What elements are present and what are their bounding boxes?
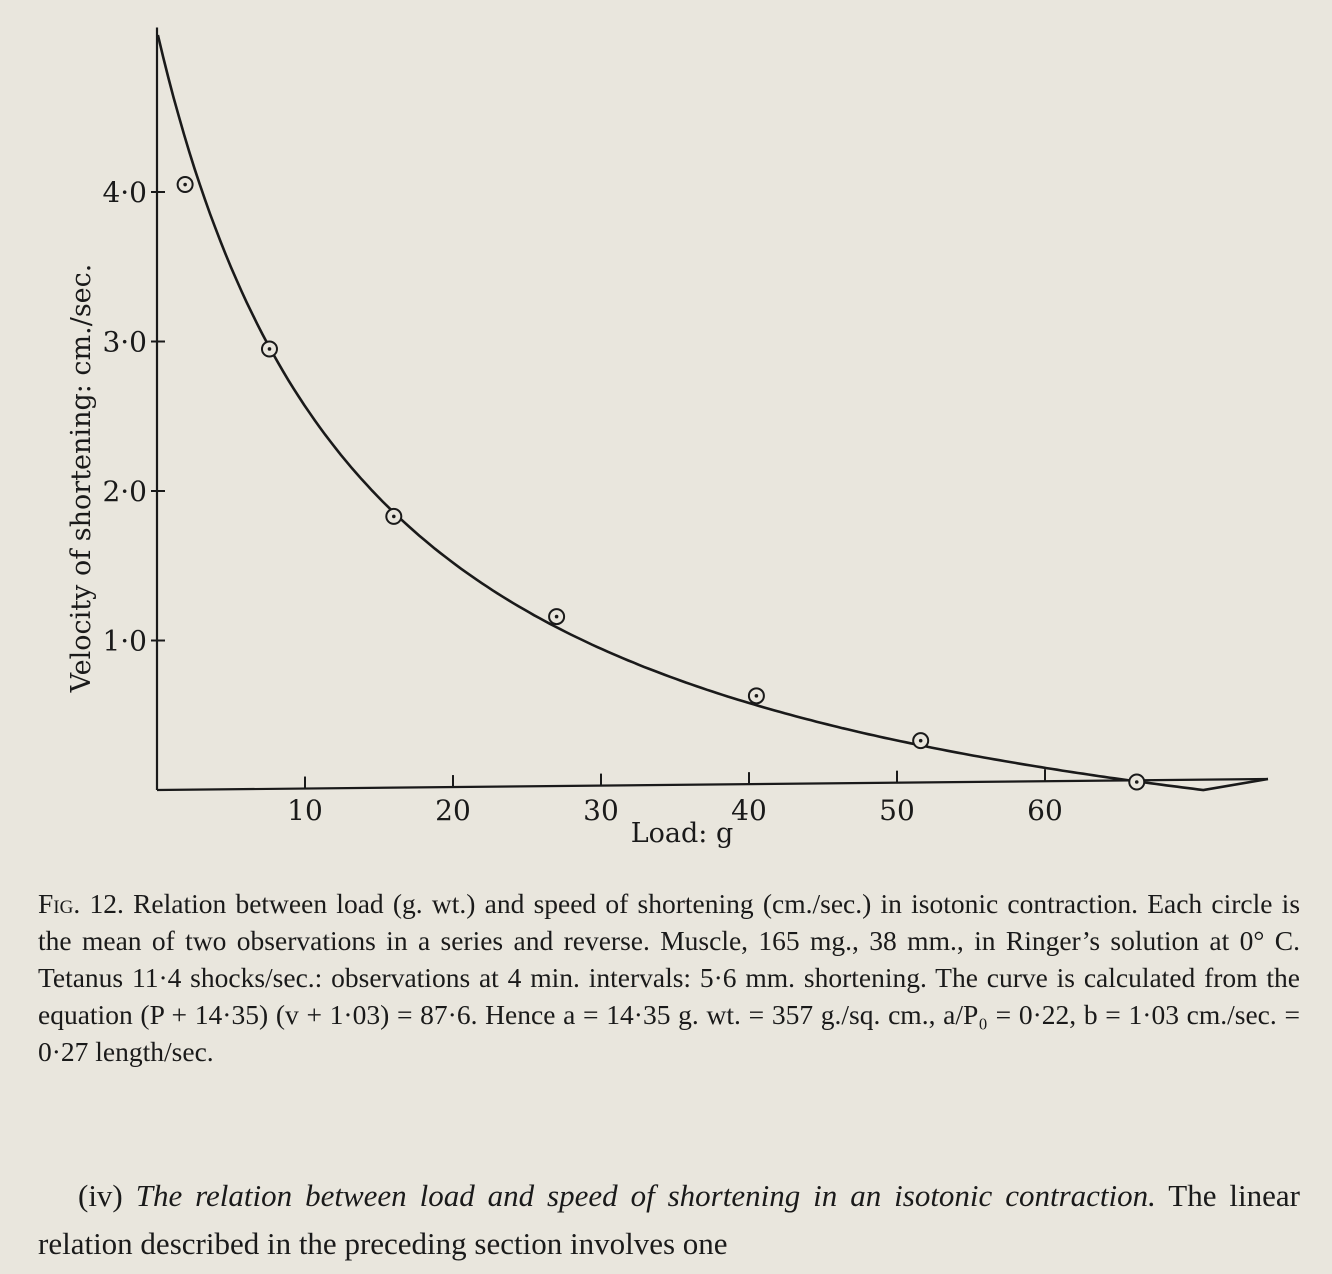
data-point	[1129, 775, 1144, 790]
x-axis-title: Load: g	[630, 818, 734, 849]
section-paragraph	[38, 1172, 1300, 1268]
y-tick-label: 2·0	[102, 475, 147, 508]
figure-label: Fig. 12.	[38, 888, 124, 919]
y-ticks	[102, 176, 165, 658]
y-axis-title: Velocity of shortening: cm./sec.	[66, 263, 97, 693]
data-point-centre	[392, 515, 396, 519]
data-point	[549, 609, 564, 624]
data-point-centre	[1135, 780, 1139, 784]
data-point-centre	[268, 347, 272, 351]
data-points	[178, 177, 1145, 789]
caption-text: Relation between load (g. wt.) and speed of shortening (cm./sec.) in isotonic contraction. Each circle is the mean of two observations in a series and reverse. Muscle, 165 mg., 38 mm., in Ringer’s solution at 0° C. Tetanus 11·4 shocks/sec.: observations at 4 min. intervals: 5·6 mm. shortening. The curve is calculated from the equation (P + 14·35) (v + 1·03) = 87·6. Hence a = 14·35 g. wt. = 357 g./sq. cm., a/P₀ = 0·22, b = 1·03 cm./sec. = 0·27 length/sec.	[38, 888, 1301, 1067]
fit-curve	[158, 35, 1268, 790]
y-tick-label: 4·0	[102, 176, 147, 209]
x-tick-label: 30	[583, 794, 619, 827]
data-point-centre	[755, 694, 759, 698]
data-point	[913, 733, 928, 748]
data-point	[749, 688, 764, 703]
section-title: The relation between load and speed of shortening in an isotonic contraction.	[135, 1178, 1156, 1213]
y-tick-label: 3·0	[102, 325, 147, 359]
axes	[157, 28, 1268, 790]
x-axis-line	[157, 779, 1268, 790]
section-number: (iv)	[78, 1178, 123, 1213]
x-tick-label: 60	[1027, 794, 1063, 827]
x-tick-label: 10	[287, 794, 323, 827]
data-point-centre	[183, 183, 187, 187]
x-tick-label: 50	[879, 794, 915, 827]
data-point	[386, 509, 401, 524]
y-tick-label: 1·0	[102, 624, 147, 658]
data-point	[262, 341, 277, 356]
x-tick-label: 20	[435, 794, 471, 827]
data-point-centre	[555, 615, 559, 619]
x-tick-label: 40	[731, 794, 767, 827]
section-text: The linear relation described in the preceding section involves one	[38, 1178, 1300, 1261]
figure-caption	[38, 885, 1300, 1070]
data-point	[178, 177, 193, 192]
data-point-centre	[919, 739, 923, 743]
